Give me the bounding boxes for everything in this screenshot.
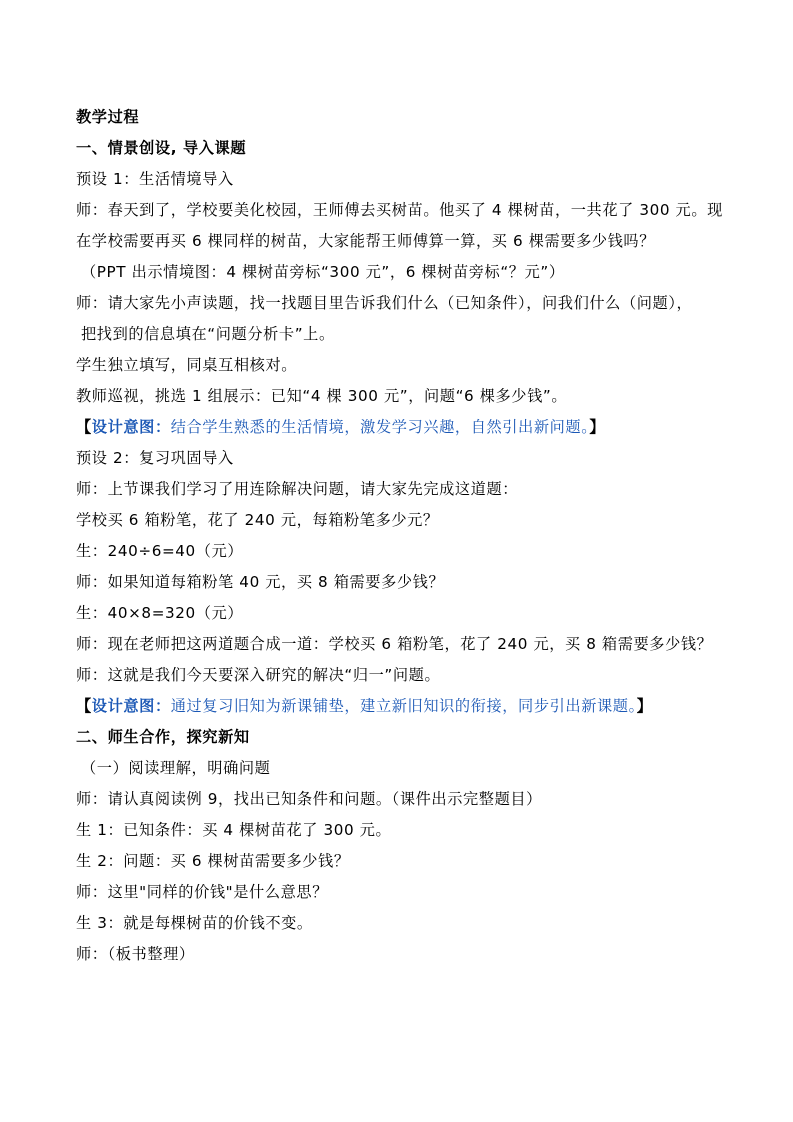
section-heading: 教学过程 [76, 108, 140, 126]
paragraph-line: 师：请认真阅读例 9，找出已知条件和问题。（课件出示完整题目） [76, 790, 542, 808]
intent-open-bracket: 【 [76, 697, 92, 715]
design-intent-note [76, 691, 726, 722]
paragraph-line: 生：40×8=320（元） [76, 604, 244, 622]
paragraph-line: 师：这里"同样的价钱"是什么意思？ [76, 883, 328, 901]
paragraph-line: 预设 1：生活情境导入 [76, 170, 234, 188]
intent-label: 设计意图： [91, 418, 171, 436]
paragraph-line: （一）阅读理解，明确问题 [81, 759, 271, 777]
paragraph-line: 生 2：问题：买 6 棵树苗需要多少钱？ [76, 852, 350, 870]
intent-text: 通过复习旧知为新课铺垫，建立新旧知识的衔接，同步引出新课题。 [170, 697, 637, 715]
paragraph-line: 师：上节课我们学习了用连除解决问题，请大家先完成这道题： [76, 480, 519, 498]
paragraph-line: 师：如果知道每箱粉笔 40 元，买 8 箱需要多少钱？ [76, 573, 445, 591]
paragraph-line: 师：请大家先小声读题，找一找题目里告诉我们什么（已知条件），问我们什么（问题）， [76, 294, 693, 312]
design-intent-note [76, 412, 726, 443]
section-heading: 一、情景创设, 导入课题 [76, 139, 247, 157]
intent-open-bracket: 【 [76, 418, 92, 436]
paragraph-line: 预设 2：复习巩固导入 [76, 449, 234, 467]
paragraph-line: 教师巡视，挑选 1 组展示：已知“4 棵 300 元”，问题“6 棵多少钱”。 [76, 387, 568, 405]
intent-close-bracket: 】 [589, 418, 606, 436]
paragraph-line: 在学校需要再买 6 棵同样的树苗，大家能帮王师傅算一算，买 6 棵需要多少钱吗？ [76, 232, 656, 250]
intent-label: 设计意图： [91, 697, 171, 715]
paragraph-line: 师：（板书整理） [76, 945, 195, 963]
document-body [76, 102, 726, 970]
paragraph-line: 师：春天到了，学校要美化校园，王师傅去买树苗。他买了 4 棵树苗，一共花了 300 元。现 [76, 201, 723, 219]
paragraph-line: 学校买 6 箱粉笔，花了 240 元，每箱粉笔多少元？ [76, 511, 439, 529]
paragraph-line: （PPT 出示情境图：4 棵树苗旁标“300 元”，6 棵树苗旁标“？元”） [81, 263, 565, 281]
paragraph-line: 生 3：就是每棵树苗的价钱不变。 [76, 914, 313, 932]
paragraph-line: 生：240÷6=40（元） [76, 542, 244, 560]
paragraph-line: 师：现在老师把这两道题合成一道：学校买 6 箱粉笔，花了 240 元，买 8 箱需要多少钱？ [76, 635, 713, 653]
intent-text: 结合学生熟悉的生活情境，激发学习兴趣，自然引出新问题。 [170, 418, 590, 436]
section-heading: 二、师生合作，探究新知 [76, 728, 250, 746]
paragraph-line: 师：这就是我们今天要深入研究的解决“归一”问题。 [76, 666, 441, 684]
paragraph-line: 把找到的信息填在“问题分析卡”上。 [81, 325, 335, 343]
paragraph-line: 学生独立填写，同桌互相核对。 [76, 356, 298, 374]
paragraph-line: 生 1：已知条件：买 4 棵树苗花了 300 元。 [76, 821, 392, 839]
intent-close-bracket: 】 [636, 697, 653, 715]
